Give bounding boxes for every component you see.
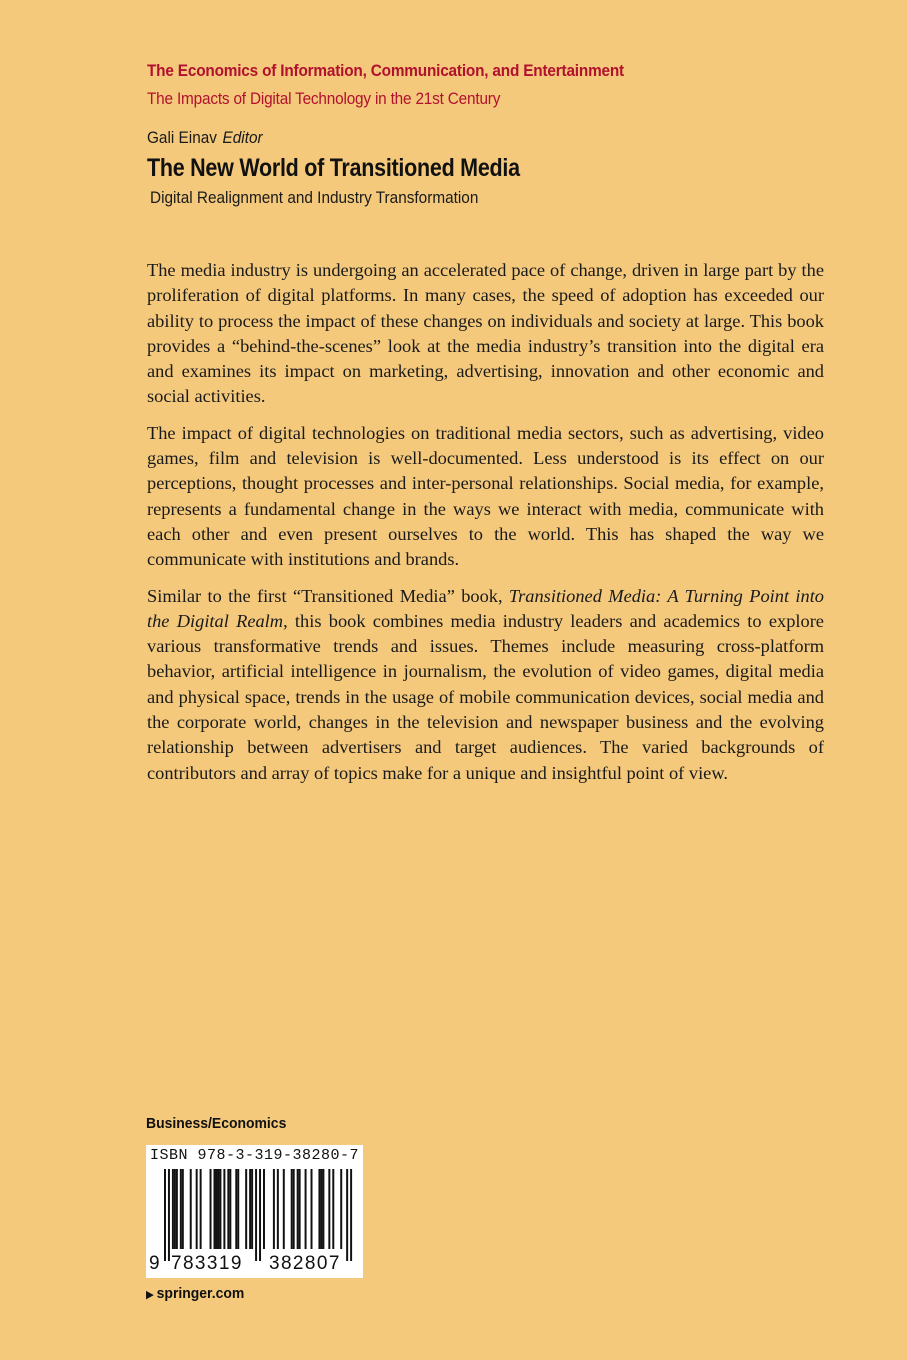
barcode-bar	[182, 1169, 184, 1249]
barcode-bar	[350, 1169, 352, 1261]
blurb	[147, 258, 824, 797]
barcode-bar	[291, 1169, 293, 1249]
barcode-bar	[249, 1169, 251, 1249]
barcode-bar	[217, 1169, 219, 1249]
barcode-bar	[273, 1169, 275, 1249]
editor-name: Gali Einav	[147, 129, 217, 147]
isbn-label: ISBN 978-3-319-38280-7	[150, 1147, 360, 1164]
barcode-bar	[259, 1169, 261, 1261]
barcode-bar	[190, 1169, 192, 1249]
barcode-bar	[283, 1169, 285, 1249]
barcode-bar	[172, 1169, 174, 1249]
isbn-barcode	[146, 1145, 363, 1278]
barcode-bar	[245, 1169, 247, 1249]
publisher-website	[146, 1285, 244, 1302]
barcode-bar	[277, 1169, 279, 1249]
barcode-digits-right: 382807	[269, 1253, 341, 1274]
editor-line	[147, 129, 263, 148]
barcode-bar	[235, 1169, 237, 1249]
barcode-bar	[180, 1169, 182, 1249]
blurb-paragraph-2: The impact of digital technologies on traditional media sectors, such as advertising, video games, film and television is well-documented. Less understood is its effect on our perceptions, thought processes and inter-personal relationships. Social media, for example, represents a fundamental change in the ways we interact with media, communicate with each other and even present ourselves to the world. This has shaped the way we communicate with institutions and brands.	[147, 422, 824, 570]
barcode-bar	[176, 1169, 178, 1249]
barcode-bar	[219, 1169, 221, 1249]
editor-role: Editor	[222, 129, 263, 147]
barcode-bar	[200, 1169, 202, 1249]
barcode-digits-left: 783319	[171, 1253, 243, 1274]
barcode-bar	[346, 1169, 348, 1261]
barcode-bar	[196, 1169, 198, 1249]
blurb-p3-body: , this book combines media industry leaders and academics to explore various transformative trends and issues. Themes include measuring cross-platform behavior, artificial intelligence in journalism, the evolution of video games, digital media and physical space, trends in the usage of mobile communication devices, social media and the corporate world, changes in the television and newspaper business and the evolving relationship between advertisers and target audiences. The varied backgrounds of contributors and array of topics make for a unique and insightful point of view.	[147, 610, 824, 783]
series-title: The Economics of Information, Communication, and Entertainment	[147, 62, 624, 80]
barcode-bar	[168, 1169, 170, 1261]
barcode-bar	[311, 1169, 313, 1249]
barcode-bar	[255, 1169, 257, 1261]
barcode-bar	[263, 1169, 265, 1249]
barcode-bar	[215, 1169, 217, 1249]
blurb-p3-book-reference: Transitioned Media: A Turning Point into the Digital Realm	[147, 585, 825, 631]
barcode-bar	[229, 1169, 231, 1249]
barcode-bar	[332, 1169, 334, 1249]
website-url: springer.com	[156, 1285, 245, 1302]
barcode-bar	[227, 1169, 229, 1249]
blurb-paragraph-1: The media industry is undergoing an accelerated pace of change, driven in large part by the proliferation of digital platforms. In many cases, the speed of adoption has exceeded our ability to process the impact of these changes on individuals and society at large. This book provides a “behind-the-scenes” look at the media industry’s transition into the digital era and examines its impact on marketing, advertising, innovation and other economic and social activities.	[147, 260, 824, 407]
barcode-bar	[340, 1169, 342, 1249]
barcode-bar	[293, 1169, 295, 1249]
blurb-p3-intro: Similar to the first “Transitioned Media” book,	[147, 585, 509, 606]
barcode-bar	[299, 1169, 301, 1249]
barcode-bar	[322, 1169, 324, 1249]
barcode-bar	[210, 1169, 212, 1249]
book-subtitle: Digital Realignment and Industry Transformation	[150, 189, 479, 207]
book-title: The New World of Transitioned Media	[147, 154, 520, 182]
barcode-bar	[237, 1169, 239, 1249]
blurb-paragraph-3	[147, 584, 824, 786]
barcode-bar	[164, 1169, 166, 1261]
barcode-bar	[174, 1169, 176, 1249]
subject-category: Business/Economics	[146, 1115, 287, 1132]
barcode-bar	[297, 1169, 299, 1249]
arrow-right-icon: ▶	[146, 1289, 154, 1301]
barcode-bar	[320, 1169, 322, 1249]
barcode-bar	[328, 1169, 330, 1249]
series-subtitle: The Impacts of Digital Technology in the 21st Century	[147, 90, 501, 108]
barcode-bar	[214, 1169, 216, 1249]
barcode-bar	[305, 1169, 307, 1249]
barcode-bar	[251, 1169, 253, 1249]
barcode-bar	[223, 1169, 225, 1249]
barcode-digit-first: 9	[149, 1253, 160, 1274]
barcode-bar	[318, 1169, 320, 1249]
